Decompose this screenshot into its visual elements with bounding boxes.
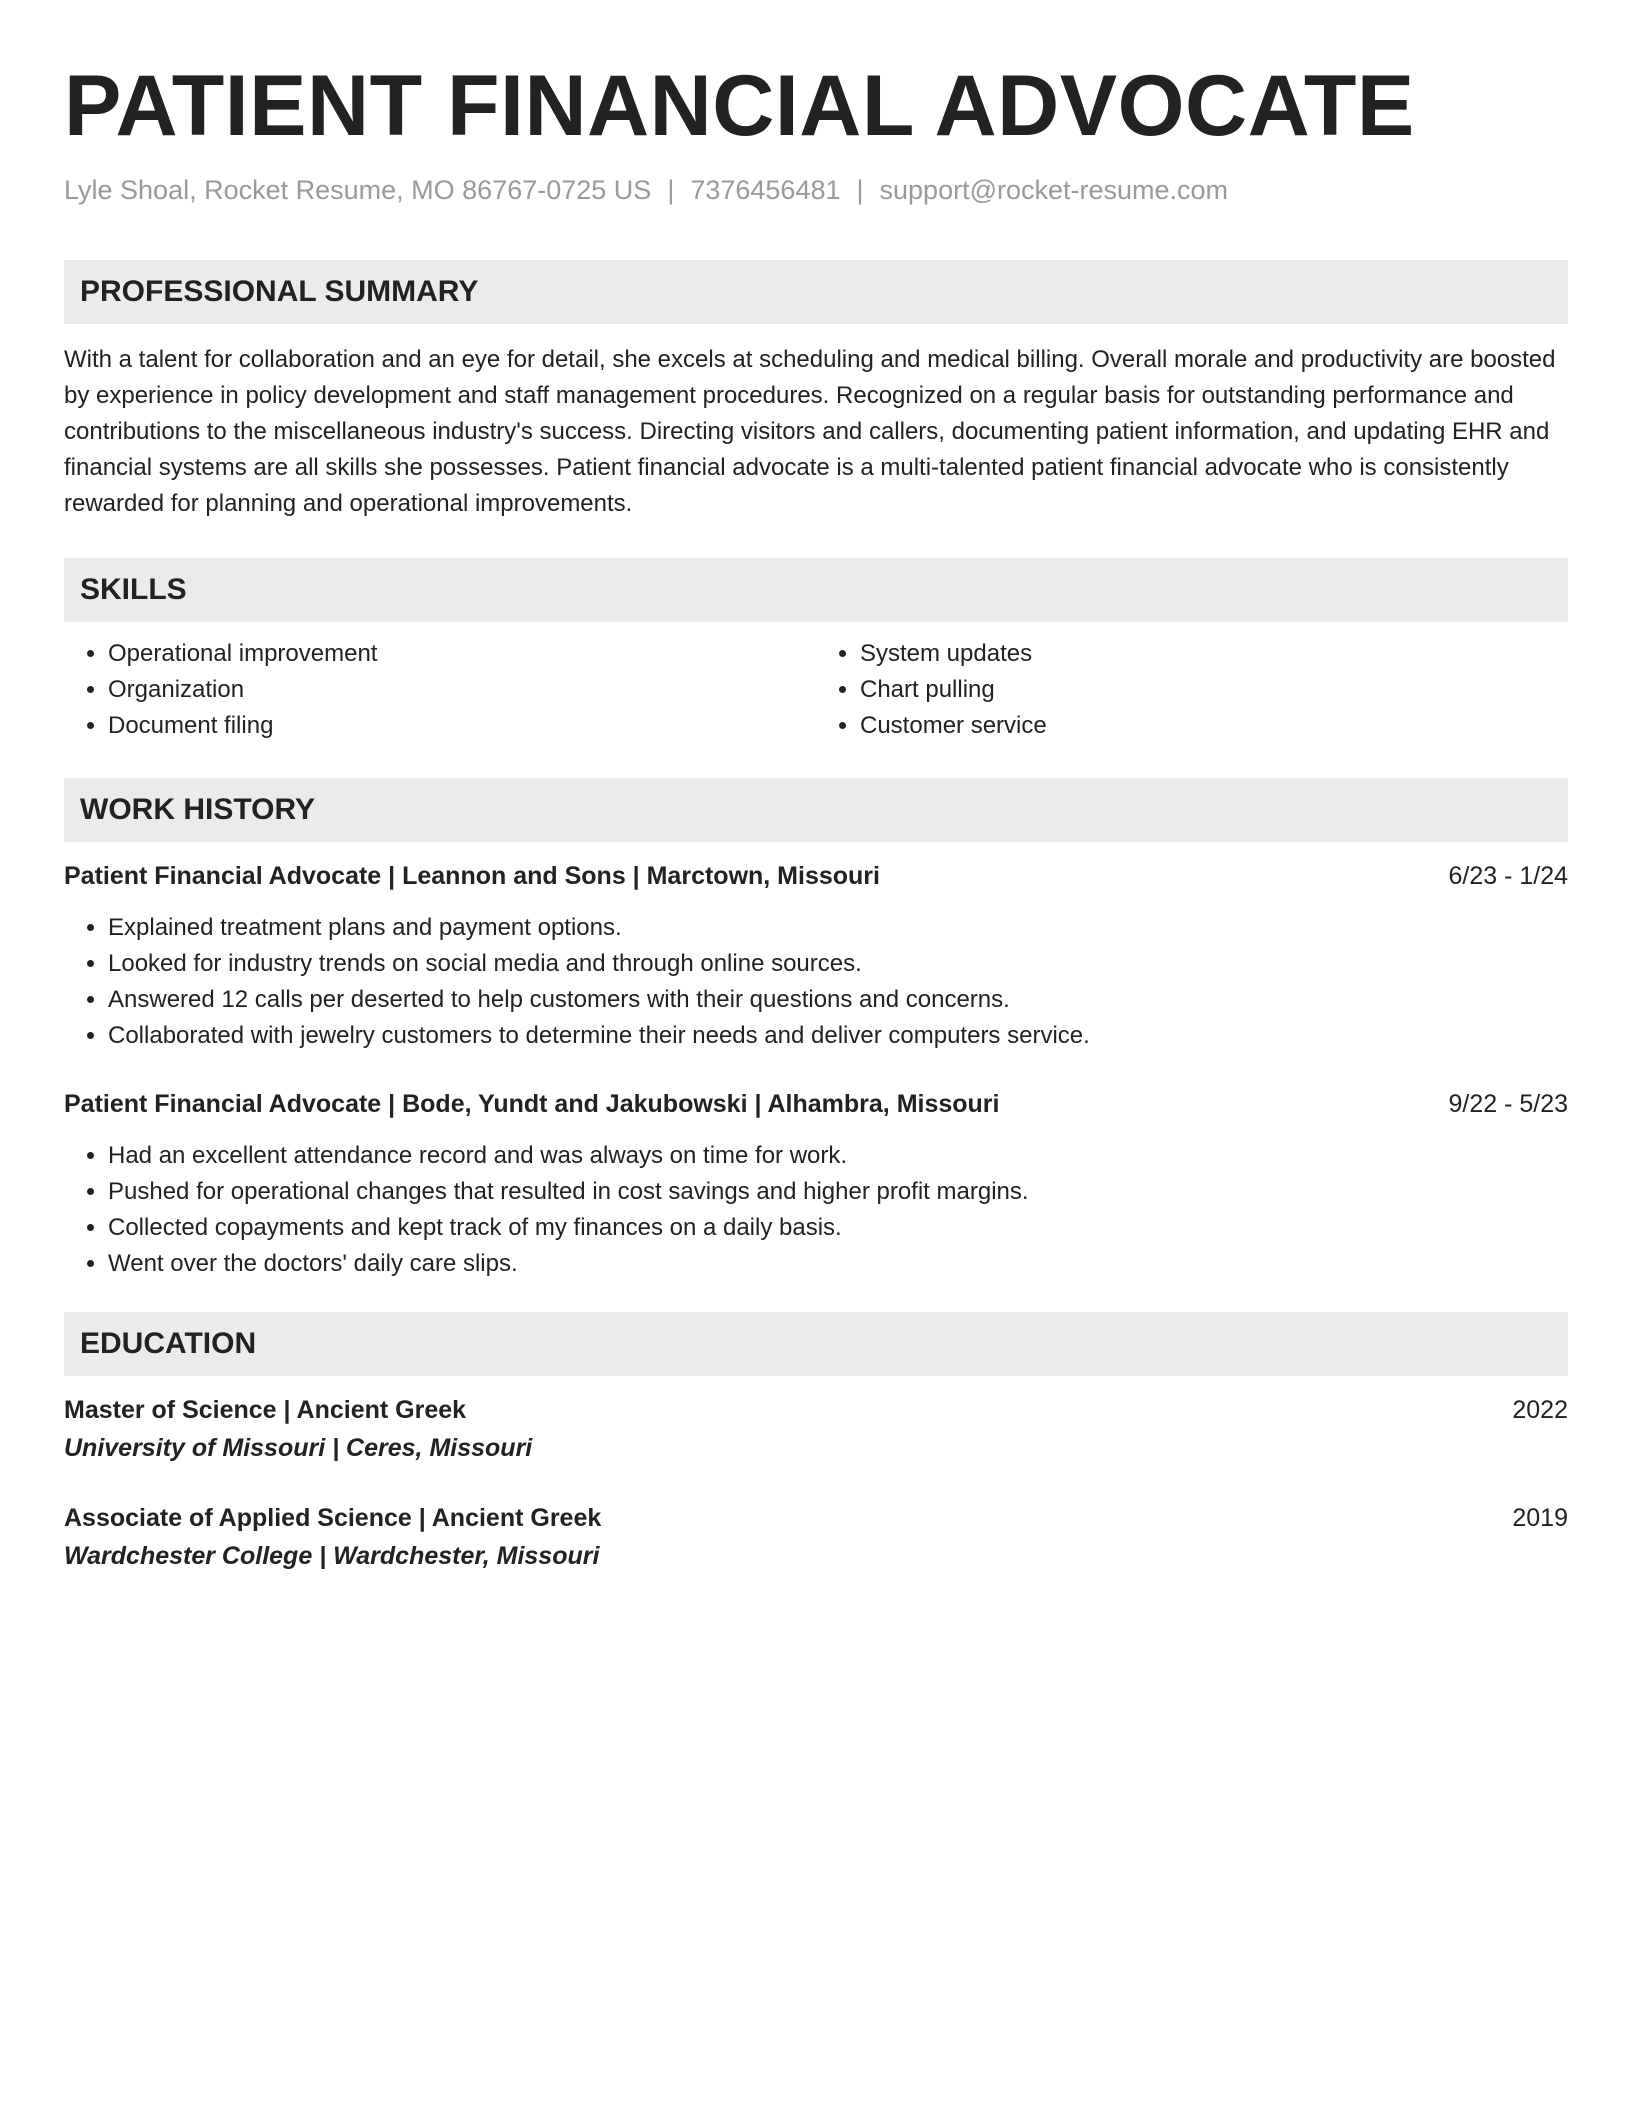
school-name: University of Missouri | Ceres, Missouri [64,1434,533,1462]
work-entry [64,1086,1568,1282]
job-title: Patient Financial Advocate | Bode, Yundt and Jakubowski | Alhambra, Missouri [64,1090,1000,1118]
skill-item: • Operational improvement [108,636,816,672]
degree-title: Associate of Applied Science | Ancient Greek [64,1504,602,1532]
skills-section [64,558,1568,744]
skills-list-right [816,636,1568,744]
summary-heading: PROFESSIONAL SUMMARY [64,260,1568,324]
school-name: Wardchester College | Wardchester, Missouri [64,1542,600,1570]
contact-phone: 7376456481 [690,175,841,205]
job-title: Patient Financial Advocate | Leannon and Sons | Marctown, Missouri [64,862,880,890]
job-duty: • Collaborated with jewelry customers to determine their needs and deliver computers service. [108,1018,1568,1054]
contact-address: Lyle Shoal, Rocket Resume, MO 86767-0725 US [64,175,652,205]
skills-heading: SKILLS [64,558,1568,622]
summary-text: With a talent for collaboration and an eye for detail, she excels at scheduling and medical billing. Overall morale and productivity are boosted by experience in policy development and staff management procedures. Recognized on a regular basis for outstanding performance and contributions to the miscellaneous industry's success. Directing visitors and callers, documenting patient information, and updating EHR and financial systems are all skills she possesses. Patient financial advocate is a multi-talented patient financial advocate who is consistently rewarded for planning and operational improvements. [64,346,1556,517]
job-dates: 6/23 - 1/24 [1448,862,1568,890]
education-entry-header [64,1392,1568,1428]
education-entry [64,1500,1568,1574]
job-duty: • Explained treatment plans and payment options. [108,910,1568,946]
skill-item: • System updates [860,636,1568,672]
contact-line [64,172,1568,208]
graduation-year: 2022 [1512,1396,1568,1424]
work-section [64,778,1568,1282]
skill-item: • Chart pulling [860,672,1568,708]
education-entry [64,1392,1568,1466]
skills-grid [64,636,1568,744]
resume-title: PATIENT FINANCIAL ADVOCATE [64,58,1415,154]
work-entry [64,858,1568,1054]
job-duty: • Answered 12 calls per deserted to help customers with their questions and concerns. [108,982,1568,1018]
job-duties [64,910,1568,1054]
work-entry-header [64,1086,1568,1122]
job-duties [64,1138,1568,1282]
work-entry-header [64,858,1568,894]
skill-item: • Organization [108,672,816,708]
job-duty: • Had an excellent attendance record and was always on time for work. [108,1138,1568,1174]
education-entry-header [64,1500,1568,1536]
degree-title: Master of Science | Ancient Greek [64,1396,467,1424]
job-duty: • Looked for industry trends on social media and through online sources. [108,946,1568,982]
job-dates: 9/22 - 5/23 [1448,1090,1568,1118]
education-heading: EDUCATION [64,1312,1568,1376]
work-heading: WORK HISTORY [64,778,1568,842]
skills-list-left [64,636,816,744]
job-duty: • Went over the doctors' daily care slips. [108,1246,1568,1282]
job-duty: • Pushed for operational changes that resulted in cost savings and higher profit margins. [108,1174,1568,1210]
skill-item: • Document filing [108,708,816,744]
skill-item: • Customer service [860,708,1568,744]
contact-separator: | [667,175,675,205]
summary-section [64,260,1568,522]
contact-separator: | [856,175,864,205]
graduation-year: 2019 [1512,1504,1568,1532]
job-duty: • Collected copayments and kept track of my finances on a daily basis. [108,1210,1568,1246]
contact-email: support@rocket-resume.com [879,175,1229,205]
education-section [64,1312,1568,1574]
